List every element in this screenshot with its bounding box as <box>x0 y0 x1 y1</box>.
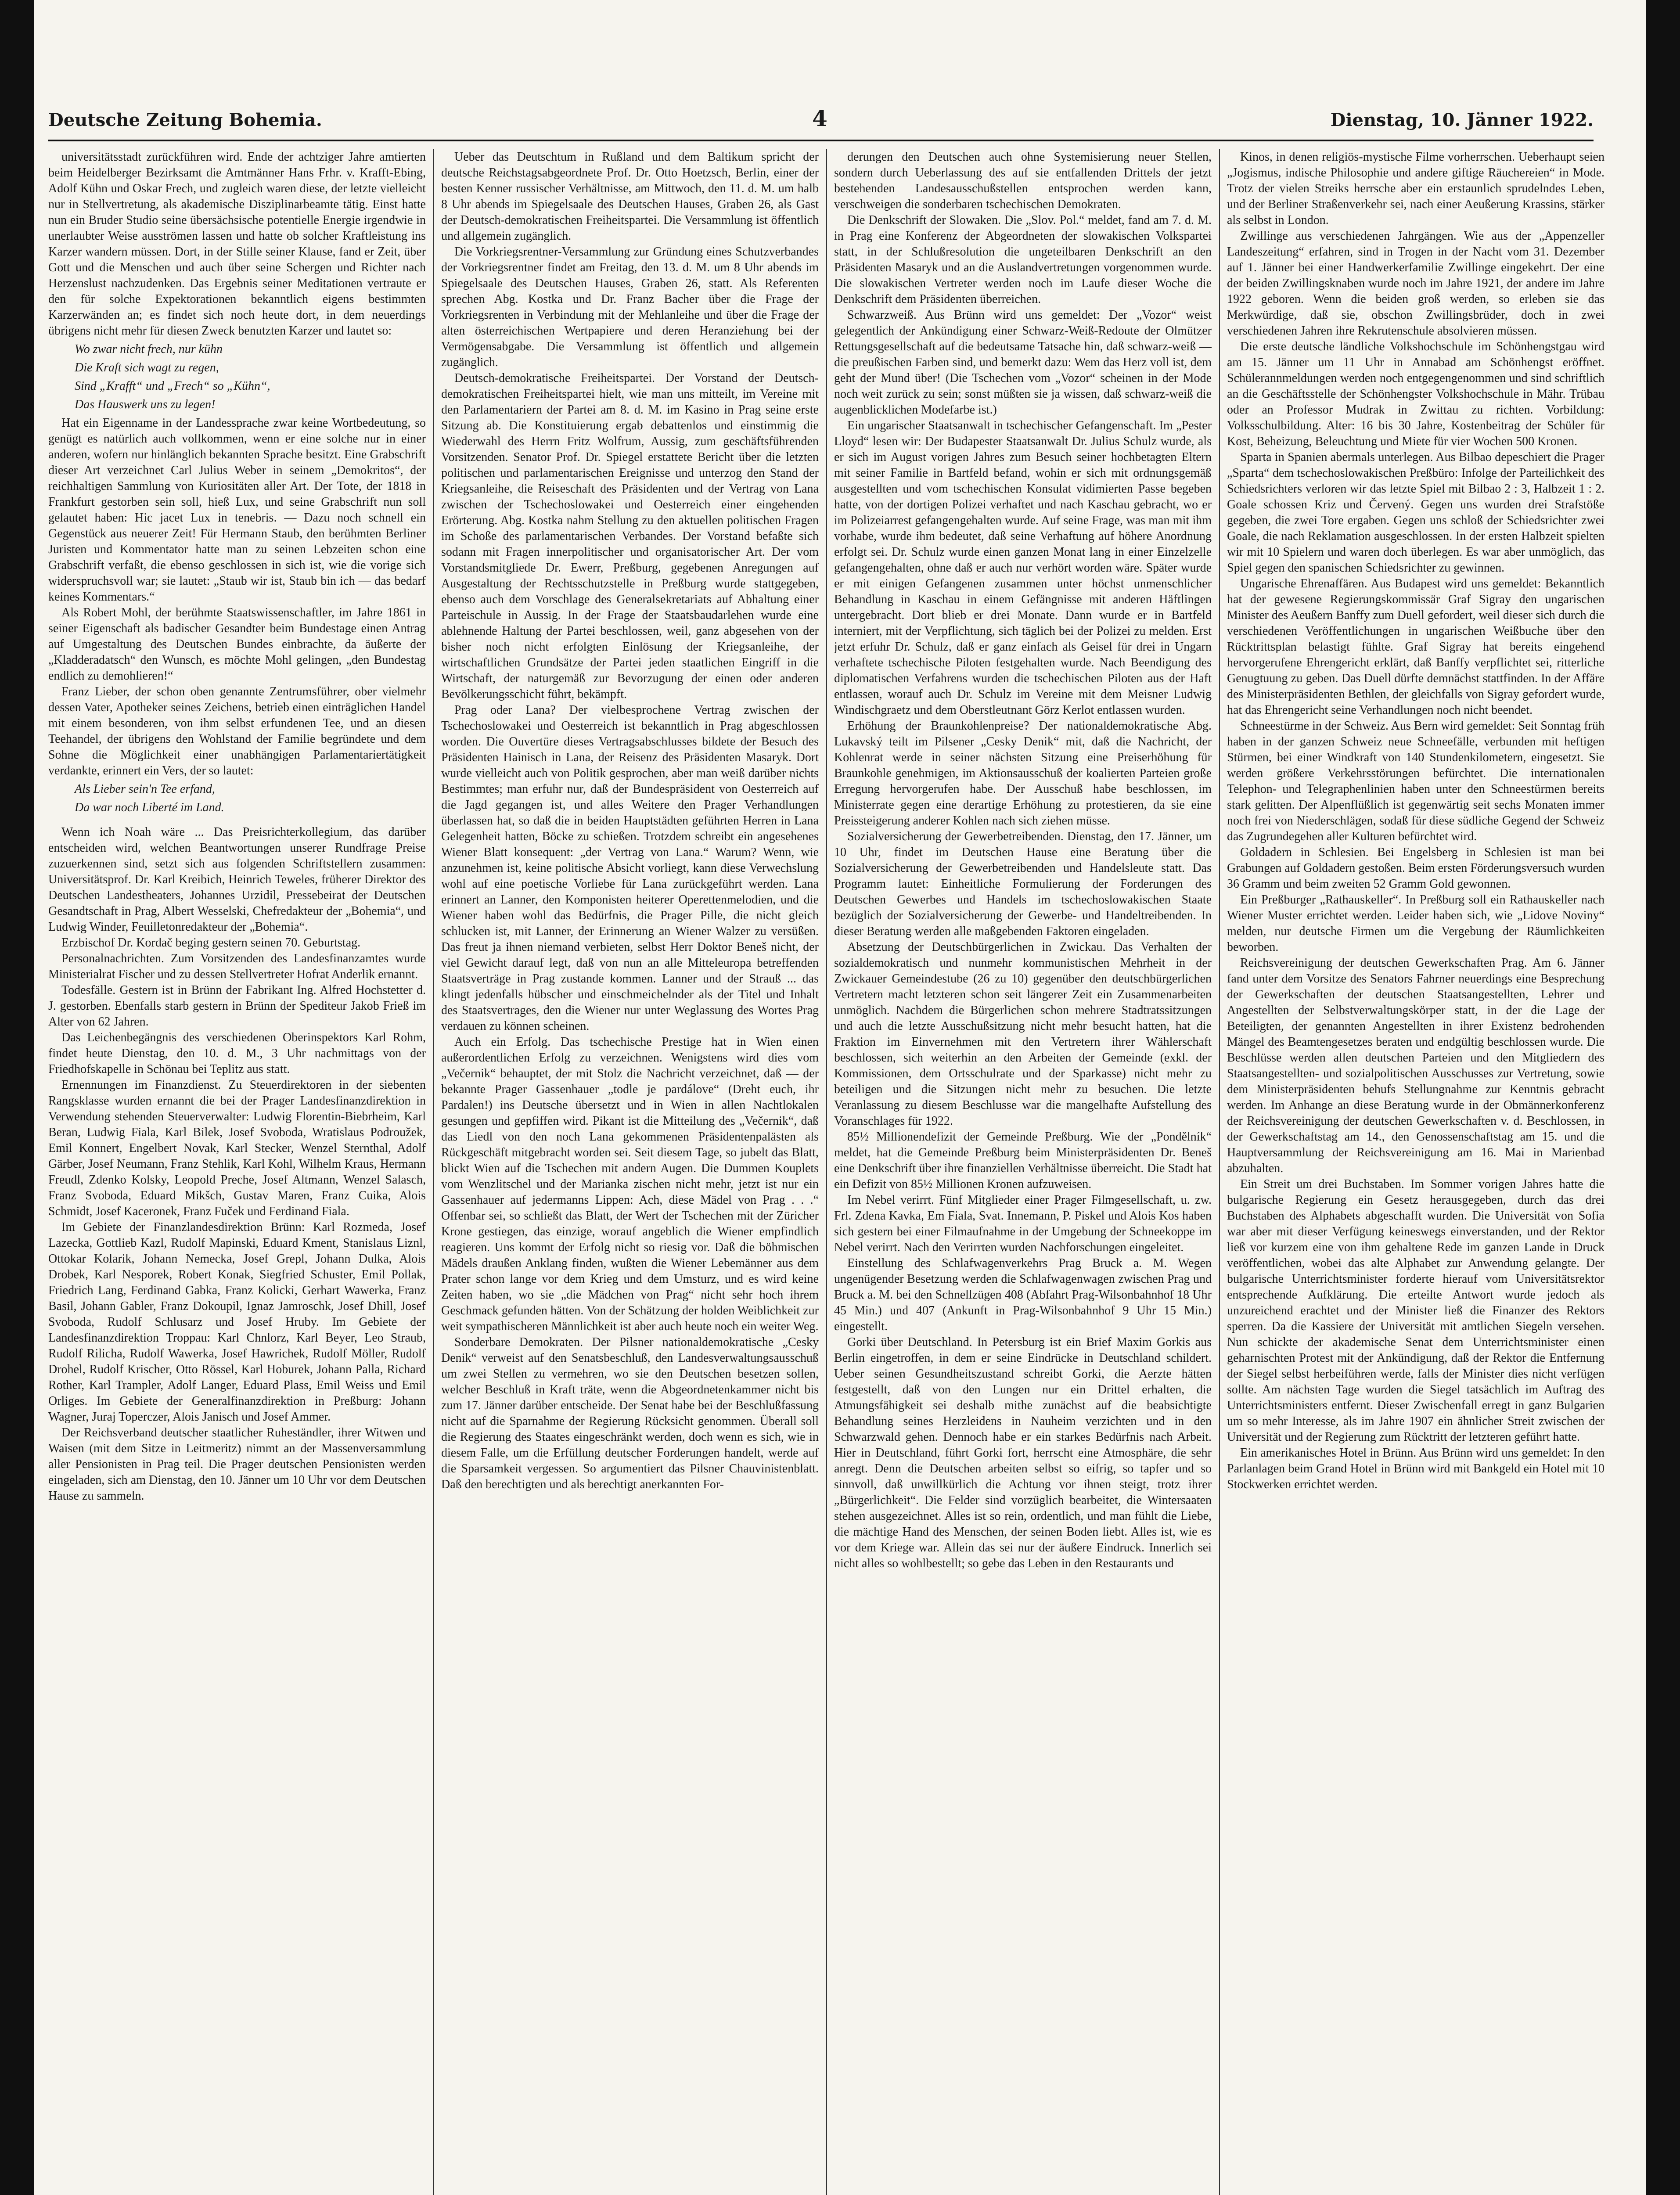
column-separator <box>1219 149 1220 2195</box>
page-number: 4 <box>812 105 827 131</box>
article-paragraph: Ein Preßburger „Rathauskeller“. In Preßburg soll ein Rathauskeller nach Wiener Muster errichtet werden. Leider haben sich, wie „Lidove Noviny“ melden, nur deutsche Firmen um die Vergebung der Räumlichkeiten beworben. <box>1227 893 1604 954</box>
article-paragraph: Das Leichenbegängnis des verschiedenen Oberinspektors Karl Rohm, findet heute Dienstag, den 10. d. M., 3 Uhr nachmittags von der Friedhofskapelle in Schönau bei Teplitz aus statt. <box>48 1031 426 1076</box>
article-paragraph: Schwarzweiß. Aus Brünn wird uns gemeldet: Der „Vozor“ weist gelegentlich der Ankündigung einer Schwarz-Weiß-Redoute der Olmützer Rettungsgesellschaft auf die bedeutsame Tatsache hin, daß schwarz-weiß — die preußischen Farben sind, und bemerkt dazu: Wem das Herz voll ist, dem geht der Mund über! (Die Tschechen vom „Vozor“ scheinen in der Mode noch weit zurück zu sein; sonst müßten sie ja wissen, daß schwarz-weiß die augenblicklichen Modefarbe ist.) <box>834 308 1212 417</box>
poem-line: Wo zwar nicht frech, nur kühn <box>75 342 223 356</box>
article-paragraph: 85½ Millionendefizit der Gemeinde Preßburg. Wie der „Pondělník“ meldet, hat die Gemeinde Preßburg beim Ministerpräsidenten Dr. Beneš eine Denkschrift über ihre finanziellen Verhältnisse überreicht. Die Stadt hat ein Defizit von 85½ Millionen Kronen aufzuweisen. <box>834 1130 1212 1191</box>
article-paragraph: Die Vorkriegsrentner-Versammlung zur Gründung eines Schutzverbandes der Vorkriegsrentner findet am Freitag, den 13. d. M. um 8 Uhr abends im Spiegelsaale des Deutschen Hauses, Graben 26, statt. Als Referenten sprechen Abg. Kostka und Dr. Franz Bacher über die Frage der Vorkriegsrenten in Verbindung mit der Mehlanleihe und über die Frage der alten österreichischen Wertpapiere und deren Heranziehung bei der Vermögensabgabe. Die Versammlung ist öffentlich und allgemein zugänglich. <box>441 245 819 369</box>
article-column-4 <box>1227 149 1604 2195</box>
article-paragraph: derungen den Deutschen auch ohne Systemisierung neuer Stellen, sondern durch Ueberlassung des auf sie entfallenden Drittels der jetzt bestehenden Landesausschußstellen entsprochen werden kann, verschweigen die sonderbaren tschechischen Demokraten. <box>834 150 1212 211</box>
article-paragraph: Die Denkschrift der Slowaken. Die „Slov. Pol.“ meldet, fand am 7. d. M. in Prag eine Konferenz der Abgeordneten der slowakischen Volkspartei statt, in der Schlußresolution die ungeteilbaren Denkschrift an den Präsidenten Masaryk und an die Auslandvertretungen vorgenommen wurde. Die slowakischen Vertreter werden noch im Laufe dieser Woche die Denkschrift dem Präsidenten überreichen. <box>834 213 1212 306</box>
poem-line: Da war noch Liberté im Land. <box>75 801 224 814</box>
article-paragraph: Erzbischof Dr. Kordač beging gestern seinen 70. Geburtstag. <box>61 936 361 950</box>
scan-border-left <box>0 0 34 2195</box>
article-paragraph: Ueber das Deutschtum in Rußland und dem Baltikum spricht der deutsche Reichstagsabgeordnete Prof. Dr. Otto Hoetzsch, Berlin, einer der besten Kenner russischer Verhältnisse, am Mittwoch, den 11. d. M. um halb 8 Uhr abends im Spiegelsaale des Deutschen Hauses, Graben 26, als Gast der Deutsch-demokratischen Freiheitspartei. Die Versammlung ist öffentlich und allgemein zugänglich. <box>441 150 819 243</box>
article-paragraph: Der Reichsverband deutscher staatlicher Ruheständler, ihrer Witwen und Waisen (mit dem Sitze in Leitmeritz) nimmt an der Massenversammlung aller Pensionisten in Prag teil. Die Prager deutschen Pensionisten werden eingeladen, sich am Dienstag, den 10. Jänner um 10 Uhr vor dem Deutschen Hause zu sammeln. <box>48 1426 426 1503</box>
article-paragraph: Schneestürme in der Schweiz. Aus Bern wird gemeldet: Seit Sonntag früh haben in der ganzen Schweiz neue Schneefälle, verbunden mit heftigen Stürmen, bei einer Windkraft von 140 Stundenkilometern, eingesetzt. Sie werden größere Verkehrsstörungen befürchtet. Die internationalen Telephon- und Telegraphenlinien haben unter den Schneestürmen bereits stark gelitten. Der Alpenflüßlich ist gegenwärtig seit sechs Monaten immer noch frei von Niederschlägen, sodaß für diese südliche Gegend der Schweiz das Zugrundegehen aller Kulturen befürchtet wird. <box>1227 719 1604 843</box>
article-paragraph: Personalnachrichten. Zum Vorsitzenden des Landesfinanzamtes wurde Ministerialrat Fischer und zu dessen Stellvertreter Hofrat Anderlik ernannt. <box>48 952 426 981</box>
article-paragraph: Sozialversicherung der Gewerbetreibenden. Dienstag, den 17. Jänner, um 10 Uhr, findet im Deutschen Hause eine Beratung über die Sozialversicherung der Gewerbetreibenden und Handelsleute statt. Das Programm lautet: Einheitliche Formulierung der Forderungen des Deutschen Gewerbes und Handels im tschechoslowakischen Staate bezüglich der Sozialversicherung der Gewerbe- und Handeltreibenden. In dieser Beratung werden alle maßgebenden Faktoren eingeladen. <box>834 830 1212 938</box>
article-paragraph: Kinos, in denen religiös-mystische Filme vorherrschen. Ueberhaupt seien „Jogismus, indische Philosophie und andere giftige Räuchereien“ in Mode. Trotz der vielen Streiks herrsche aber ein erstaunlich sprudelndes Leben, und der Berliner Straßenverkehr sei, nach einer Aeußerung Krassins, stärker als selbst in London. <box>1227 150 1604 227</box>
article-paragraph: Sparta in Spanien abermals unterlegen. Aus Bilbao depeschiert die Prager „Sparta“ dem tschechoslowakischen Preßbüro: Infolge der Parteilichkeit des Schiedsrichters verloren wir das letzte Spiel mit Bilbao 2 : 3, Halbzeit 1 : 2. Goale schossen Kriz und Červený. Gegen uns wurden drei Strafstöße gegeben, die zwei Tore ergaben. Gegen uns schloß der Schiedsrichter zwei Goale, die nach Reklamation ausgeschlossen. In der ersten Halbzeit spielten wir mit 10 Spielern und waren doch überlegen. Es war aber unmöglich, das Spiel gegen den spanischen Schiedsrichter zu gewinnen. <box>1227 450 1604 575</box>
column-separator <box>826 149 827 2195</box>
poem-line: Als Lieber sein'n Tee erfand, <box>75 782 215 796</box>
article-column-3 <box>834 149 1212 2195</box>
poem-line: Sind „Krafft“ und „Frech“ so „Kühn“, <box>75 379 270 393</box>
article-paragraph: Erhöhung der Braunkohlenpreise? Der nationaldemokratische Abg. Lukavský teilt im Pilsener „Cesky Denik“ mit, daß die Nachricht, der Kohlenrat werde in seiner nächsten Sitzung eine Preiserhöhung für Braunkohle genehmigen, im Aktionsausschuß der koalierten Parteien große Erregung hervorgerufen habe. Der Ausschuß habe beschlossen, im Ministerrate gegen eine derartige Erhöhung zu protestieren, da sie eine Preissteigerung anderer Kohlen nach sich ziehen müsse. <box>834 719 1212 828</box>
article-paragraph: Hat ein Eigenname in der Landessprache zwar keine Wortbedeutung, so genügt es natürlich auch vollkommen, wenn er eine solche nur in einer anderen, wofern nur hinlänglich bekannten Sprache besitzt. Eine Grabschrift dieser Art verzeichnet Carl Julius Weber in seinem „Demokritos“, der reichhaltigen Sammlung von Kuriositäten aller Art. Der Tote, der 1818 in Frankfurt gestorben sein soll, hieß Lux, und seine Grabschrift nun soll gelautet haben: Hic jacet Lux in tenebris. — Dazu noch schnell ein Gegenstück aus neuerer Zeit! Für Hermann Staub, den berühmten Berliner Juristen und Kommentator hatte man zu seinen Lebzeiten schon eine Grabschrift verfaßt, die ebenso geschlossen in sich ist, wie die vorige sich widerspruchsvoll war; sie lautet: „Staub wir ist, Staub bin ich — das bedarf keines Kommentars.“ <box>48 416 426 604</box>
spacer <box>48 818 426 824</box>
header-rule <box>48 140 1594 141</box>
column-separator <box>433 149 434 2195</box>
article-paragraph: Todesfälle. Gestern ist in Brünn der Fabrikant Ing. Alfred Hochstetter d. J. gestorben. Ebenfalls starb gestern in Brünn der Spediteur Jakob Frieß im Alter von 62 Jahren. <box>48 983 426 1029</box>
article-paragraph: Absetzung der Deutschbürgerlichen in Zwickau. Das Verhalten der sozialdemokratisch und nunmehr kommunistischen Mehrheit in der Zwickauer Gemeindestube (26 zu 10) gegenüber den deutschbürgerlichen Vertretern macht letzteren schon seit längerer Zeit ein Zusammenarbeiten unmöglich. Nachdem die Bürgerlichen schon mehrere Stadtratssitzungen und auch die letzte Ausschußsitzung nicht mehr besucht hatten, hat die Fraktion im Einvernehmen mit den Vertretern ihrer Wählerschaft beschlossen, sich weiterhin an den Arbeiten der Gemeinde (exkl. der Kommissionen, dem Ortsschulrate und der Sparkasse) nicht mehr zu beteiligen und die Sitzungen nicht mehr zu besuchen. Die letzte Veranlassung zu diesem Beschlusse war die mangelhafte Aufstellung des Voranschlages für 1922. <box>834 940 1212 1128</box>
article-paragraph: universitätsstadt zurückführen wird. Ende der achtziger Jahre amtierten beim Heidelberger Bezirksamt die Amtmänner Hans Frhr. v. Krafft-Ebing, Adolf Kühn und Oskar Frech, und zugleich waren diese, der letzte vielleicht nur in Stellvertretung, als akademische Disziplinarbeamte tätig. Einst hatte nun ein Bruder Studio seine übersächsische potentielle Energie irgendwie in unerlaubter Weise ausströmen lassen und hatte ob solcher Kraftleistung ins Karzer wandern müssen. Dort, in der Stille seiner Klause, fand er Zeit, über Gott und die Menschen und auch über seine Schergen und Richter nach Herzenslust nachzudenken. Das Ergebnis seiner Meditationen vertraute er den für solche Expektorationen bekanntlich eigens bestimmten Karzerwänden an; es findet sich noch heute dort, in dem neuerdings übrigens nicht mehr für diesen Zweck benutzten Karzer und lautet so: <box>48 150 426 338</box>
article-paragraph: Deutsch-demokratische Freiheitspartei. Der Vorstand der Deutsch-demokratischen Freiheitspartei hielt, wie man uns mitteilt, im Vereine mit den Parlamentariern der Partei am 8. d. M. im Kasino in Prag seine erste Sitzung ab. Die Konstituierung ergab debattenlos und einstimmig die Wiederwahl des Herrn Fritz Wolfrum, Aussig, zum geschäftsführenden Vorsitzenden. Senator Prof. Dr. Spiegel erstattete Bericht über die letzten politischen und parlamentarischen Ereignisse und unterzog den Stand der Kriegsanleihe, die Reiseschaft des Präsidenten und der Vertrag von Lana zwischen der Tschechoslowakei und Oesterreich einer eingehenden Erörterung. Abg. Kostka nahm Stellung zu den aktuellen politischen Fragen im Schoße des parlamentarischen Verbandes. Der Vorstand befaßte sich sodann mit Fragen innerpolitischer und organisatorischer Art. Der vom Vorstandsmitgliede Dr. Ewerr, Preßburg, gegebenen Anregungen auf Ausgestaltung der Rechtsschutzstelle in Preßburg wurde stattgegeben, ebenso auch dem Vorschlage des Generalsekretariats auf Abhaltung einer Parteischule in Aussig. In der Frage der Staatsbaudarlehen wurde eine ablehnende Haltung der Partei beschlossen, weil, ganz abgesehen von der bisher noch nicht erfolgten Einlösung der Kriegsanleihe, der wirtschaftlichen Grundsätze der Partei jeden staatlichen Eingriff in die Wirtschaft, der naturgemäß zur Bevorzugung der einen oder anderen Bevölkerungsschicht führt, bekämpft. <box>441 371 819 701</box>
article-column-2 <box>441 149 819 2195</box>
article-paragraph: Ernennungen im Finanzdienst. Zu Steuerdirektoren in der siebenten Rangsklasse wurden ernannt die bei der Prager Landesfinanzdirektion in Verwendung stehenden Steuerverwalter: Ludwig Florentin-Biebrheim, Karl Beran, Ludwig Fiala, Karl Bilek, Josef Svoboda, Wratislaus Podroužek, Emil Konnert, Engelbert Novak, Karl Stecker, Wenzel Sternthal, Adolf Gärber, Josef Neumann, Franz Stehlik, Karl Kohl, Wilhelm Kraus, Hermann Freudl, Zdenko Kolsky, Leopold Preche, Josef Altmann, Wenzel Salasch, Franz Svoboda, Eduard Mikšch, Gustav Maren, Franz Cuika, Alois Schmidt, Josef Kaceronek, Franz Fuček und Ferdinand Fiala. <box>48 1078 426 1218</box>
article-paragraph: Im Gebiete der Finanzlandesdirektion Brünn: Karl Rozmeda, Josef Lazecka, Gottlieb Kazl, Rudolf Mapinski, Eduard Kment, Stanislaus Liznl, Ottokar Kolarik, Johann Nemecka, Josef Grepl, Johann Dulka, Alois Drobek, Karl Nesporek, Robert Konak, Siegfried Schuster, Emil Pollak, Friedrich Lang, Ferdinand Gabka, Franz Kolicki, Gerhart Wawerka, Franz Basil, Johann Gabler, Franz Dokoupil, Ignaz Jamroschk, Josef Dhill, Josef Svoboda, Rudolf Schlusarz und Josef Hruby. Im Gebiete der Landesfinanzdirektion Troppau: Karl Chnlorz, Karl Beyer, Leo Straub, Rudolf Rilicha, Rudolf Wawerka, Josef Hawrichek, Rudolf Möller, Rudolf Drohel, Rudolf Krischer, Otto Rössel, Karl Hoburek, Johann Palla, Richard Rother, Karl Trampler, Adolf Langer, Eduard Plass, Emil Weiss und Emil Orliges. Im Gebiete der Generalfinanzdirektion in Preßburg: Johann Wagner, Juraj Toperczer, Alois Janisch und Josef Ammer. <box>48 1220 426 1424</box>
page-header <box>48 105 1594 136</box>
article-paragraph: Als Robert Mohl, der berühmte Staatswissenschaftler, im Jahre 1861 in seiner Eigenschaft als badischer Gesandter beim Bundestage einen Antrag auf Umgestaltung des Deutschen Bundes einbrachte, da äußerte der „Kladderadatsch“ den Wunsch, es möchte Mohl gelingen, „den Bundestag endlich zu demohlieren!“ <box>48 606 426 683</box>
article-paragraph: Franz Lieber, der schon oben genannte Zentrumsführer, ober vielmehr dessen Vater, Apotheker seines Zeichens, betrieb einen einträglichen Handel mit einem besonderen, von ihm selbst erfundenen Tee, und an diesen Teehandel, der übrigens den Wohlstand der Familie begründete und dem Sohne die Möglichkeit einer unabhängigen Parlamentariertätigkeit verdankte, erinnert ein Vers, der so lautet: <box>48 685 426 777</box>
article-paragraph: Ein ungarischer Staatsanwalt in tschechischer Gefangenschaft. Im „Pester Lloyd“ lesen wir: Der Budapester Staatsanwalt Dr. Julius Schulz wurde, als er sich im August vorigen Jahres zum Besuch seiner hochbetagten Eltern mit seiner Familie in Bartfeld befand, wohin er sich mit ordnungsgemäß ausgestellten und vom tschechischen Konsulat vidimierten Passe begeben hatte, von der dortigen Polizei verhaftet und nach Kaschau gebracht, wo er im Polizeiarrest gefangengehalten wurde. Auf seine Frage, was man mit ihm vorhabe, wurde ihm bedeutet, daß seine Verhaftung auf höhere Anordnung erfolgt sei. Dr. Schulz wurde einen ganzen Monat lang in einer Einzelzelle gefangengehalten, ohne daß er auch nur verhört worden wäre. Später wurde er mit einigen Gefangenen zusammen unter höchst unmenschlicher Behandlung in Kaschau in einem Gefängnisse mit anderen Häftlingen untergebracht. Dort blieb er drei Monate. Dann wurde er in Bartfeld interniert, mit der Verpflichtung, sich täglich bei der Polizei zu melden. Erst jetzt erfuhr Dr. Schulz, daß er ganz einfach als Geisel für drei in Ungarn verhaftete tschechische Piloten festgehalten wurde. Nach Beendigung des diplomatischen Verfahrens wurden die tschechischen Piloten aus der Haft entlassen, worauf auch Dr. Schulz im Vereine mit dem Meisner Ludwig Windischgraetz und dem Oberstleutnant Görz Kerlot entlassen wurden. <box>834 419 1212 717</box>
article-column-1 <box>48 149 426 2195</box>
article-paragraph: Goldadern in Schlesien. Bei Engelsberg in Schlesien ist man bei Grabungen auf Goldadern gestoßen. Beim ersten Förderungsversuch wurden 36 Gramm und beim zweiten 52 Gramm Gold gewonnen. <box>1227 846 1604 891</box>
article-paragraph: Wenn ich Noah wäre ... Das Preisrichterkollegium, das darüber entscheiden wird, welchen Beantwortungen unserer Rundfrage Preise zuzuerkennen sind, setzt sich aus folgenden Schriftstellern zusammen: Universitätsprof. Dr. Karl Kreibich, Heinrich Teweles, früherer Direktor des Deutschen Landestheaters, Johannes Urzidil, Pressebeirat der Deutschen Gesandtschaft in Prag, Albert Wesselski, Chefredakteur der „Bohemia“, und Ludwig Winder, Feuilletonredakteur der „Bohemia“. <box>48 825 426 934</box>
article-paragraph: Prag oder Lana? Der vielbesprochene Vertrag zwischen der Tschechoslowakei und Oesterreich ist bekanntlich in Prag abgeschlossen worden. Die Ouvertüre dieses Vertragsabschlusses bildete der Besuch des Präsidenten Hainisch in Lana, der Reisenz des Präsidenten Masaryk. Dort wurde vielleicht auch von Politik gesprochen, aber man weiß darüber nichts Bestimmtes; man erfuhr nur, daß der Bundespräsident von Oesterreich auf die Jagd gegangen ist, und alles Weitere den Prager Verhandlungen überlassen hat, so daß die in beiden Hauptstädten geführten Herren in Lana Gelegenheit hatten, Böcke zu schießen. Trotzdem schreibt ein angesehenes Wiener Blatt konsequent: „der Vertrag von Lana.“ Warum? Wenn, wie anzunehmen ist, keine politische Absicht vorliegt, kann diese Verwechslung wohl auf eine poetische Vorliebe für Lana zurückgeführt werden. Lana erinnert an Lanner, den Komponisten heiterer Operettenmelodien, und die Wiener haben wohl das Bedürfnis, die Prager Pille, die nicht gleich schlucken ist, mit Lanner, der Erinnerung an Wiener Walzer zu versüßen. Das freut ja ihnen niemand verbieten, selbst Herr Doktor Beneš nicht, der viel Gewicht darauf legt, daß von nun an alle Mitteleuropa betreffenden Staatsverträge in Prag zustande kommen. Lanner und der Strauß ... das klingt jedenfalls hübscher und einschmeichelnder als der Titel und Inhalt des Staatsvertrages, den die Wiener nur unter Weglassung des Wortes Prag verdauen zu können scheinen. <box>441 703 819 1033</box>
issue-date: Dienstag, 10. Jänner 1922. <box>1330 110 1594 130</box>
article-paragraph: Ungarische Ehrenaffären. Aus Budapest wird uns gemeldet: Bekanntlich hat der gewesene Regierungskommissär Graf Sigray den ungarischen Minister des Aeußern Banffy zum Duell gefordert, weil dieser sich durch die verschiedenen Veröffentlichungen in ungarischen Weißbuche über den Rücktrittsplan belastigt fühlte. Graf Sigray hat bereits eingehend hervorgerufene Ehrengericht erklärt, daß Banffy verpflichtet sei, ritterliche Genugtuung zu geben. Das Duell dürfte demnächst stattfinden. In der Affäre des Ministerpräsidenten Bethlen, der gleichfalls von Sigray gefordert wurde, hat das Ehrengericht seine Verhandlungen noch nicht beendet. <box>1227 577 1604 717</box>
article-paragraph: Ein amerikanisches Hotel in Brünn. Aus Brünn wird uns gemeldet: In den Parlanlagen beim Grand Hotel in Brünn wird mit Bankgeld ein Hotel mit 10 Stockwerken errichtet werden. <box>1227 1446 1604 1491</box>
article-paragraph: Gorki über Deutschland. In Petersburg ist ein Brief Maxim Gorkis aus Berlin eingetroffen, in dem er seine Eindrücke in Deutschland schildert. Ueber seinen Gesundheitszustand schreibt Gorki, die Aerzte hätten festgestellt, daß von den Lungen nur ein Drittel erhalten, die Atmungsfähigkeit sei deshalb mithe zunächst auf die beabsichtigte Behandlung seines Herzleidens in Nauheim verzichten und in den Schwarzwald gehen. Dennoch habe er ein starkes Bedürfnis nach Arbeit. Hier in Deutschland, führt Gorki fort, herrscht eine Atmosphäre, die sehr anregt. Denn die Deutschen arbeiten selbst so eifrig, so tapfer und so sinnvoll, daß unwillkürlich die Achtung vor ihnen steigt, trotz ihrer „Bürgerlichkeit“. Die Felder sind vorzüglich bearbeitet, die Wintersaaten stehen ausgezeichnet. Alles ist so rein, ordentlich, und man fühlt die Liebe, die mächtige Hand des Menschen, der seinen Boden liebt. Alles ist, wie es vor dem Kriege war. Allein das sei nur der äußere Eindruck. Innerlich sei nicht alles so wohlbestellt; so gebe das Leben in den Restaurants und <box>834 1335 1212 1570</box>
article-paragraph: Ein Streit um drei Buchstaben. Im Sommer vorigen Jahres hatte die bulgarische Regierung ein Gesetz herausgegeben, durch das drei Buchstaben des Alphabets abgeschafft wurden. Die Universität von Sofia war aber mit dieser Verfügung keineswegs einverstanden, und der Rektor ließ vor kurzem eine von ihm gehaltene Rede im ganzen Lande in Druck veröffentlichen, wobei das alte Alphabet zur Anwendung gelangte. Der bulgarische Unterrichtsminister forderte hierauf vom Universitätsrektor entsprechende Aufklärung. Die erteilte Antwort wurde jedoch als unzureichend erachtet und der Minister ließ die Finanzer des Rektors sperren. Da die Kassiere der Universität mit amtlichen Siegeln versehen. Nun schickte der akademische Senat dem Unterrichtsminister einen geharnischten Protest mit der Ankündigung, daß der Rektor die Entfernung der Siegel selbst herbeiführen werde, falls der Minister dies nicht verfügen sollte. Am nächsten Tage wurden die Siegel tatsächlich im Auftrag des Unterrichtsministers entfernt. Dieser Zwischenfall erregt in ganz Bulgarien um so mehr Interesse, als im Jahre 1907 ein ähnlicher Streit zwischen der Universität und der Regierung zum Rücktritt der letzteren geführt hatte. <box>1227 1177 1604 1444</box>
poem-line: Das Hauswerk uns zu legen! <box>75 398 216 411</box>
article-paragraph: Die erste deutsche ländliche Volkshochschule im Schönhengstgau wird am 15. Jänner um 11 Uhr in Annabad am Schönhengst eröffnet. Schülerannmeldungen werden noch entgegengenommen und sind schriftlich an die Geschäftsstelle der Schönhengster Volkshochschule in Mähr. Trübau oder an Professor Mudrak in Zwittau zu richten. Vorbildung: Volksschulbildung. Alter: 16 bis 30 Jahre, Kostenbeitrag der Schüler für Kost, Beheizung, Beleuchtung und Miete für vier Wochen 500 Kronen. <box>1227 340 1604 448</box>
article-paragraph: Sonderbare Demokraten. Der Pilsner nationaldemokratische „Cesky Denik“ verweist auf den Senatsbeschluß, den Landesverwaltungsausschuß um zwei Stellen zu vermehren, wo sie den Deutschen besetzen sollen, welcher Beschluß in Kraft träte, wenn die Abgeordnetenkammer nicht bis zum 17. Jänner darüber entscheide. Der Senat habe bei der Beschlußfassung nicht auf die Sparnahme der Regierung Rücksicht genommen. Überall soll die Regierung des Staates eingeschränkt werden, doch wenn es sich, wie in diesem Falle, um die Erfüllung deutscher Forderungen handelt, werde auf die Sparsamkeit vergessen. So argumentiert das Pilsner Chauvinistenblatt. Daß den berechtigten und als berechtigt anerkannten For- <box>441 1335 819 1491</box>
poem-line: Die Kraft sich wagt zu regen, <box>75 361 219 374</box>
article-paragraph: Zwillinge aus verschiedenen Jahrgängen. Wie aus der „Appenzeller Landeszeitung“ erfahren, sind in Trogen in der Nacht vom 31. Dezember auf 1. Jänner bei einer Handwerkerfamilie Zwillinge eingekehrt. Der eine der beiden Zwillingsknaben wurde noch im Jahre 1921, der andere im Jahre 1922 geboren. Wenn die beiden groß werden, so erleben sie das Merkwürdige, daß sie, obschon Zwillingsbrüder, doch in zwei verschiedenen Jahren ihre Rekrutenschule absolvieren müssen. <box>1227 229 1604 338</box>
article-paragraph: Reichsvereinigung der deutschen Gewerkschaften Prag. Am 6. Jänner fand unter dem Vorsitze des Senators Fahrner neuerdings eine Besprechung der Gewerkschaften der deutschen Staatsangestellten, Lehrer und Angestellten der Selbstverwaltungskörper statt, in der die Lage der Beteiligten, der genannten Angestellten in ihrer Existenz bedrohenden Mängel des Beamtengesetzes beraten und endgültig beschlossen wurde. Die Beschlüsse werden allen deutschen Parteien und den Mitgliedern des Staatsangestellten- und sozialpolitischen Ausschusses zur Vertretung, sowie dem Ministerpräsidenten behufs Stellungnahme zur Kenntnis gebracht werden. Im Anhange an diese Beratung wurde in der Obmännerkonferenz der Reichsvereinigung der deutschen Gewerkschaften v. d. Beschlossen, in der Gewerkschaftstag am 14., den Genossenschaftstag am 15. und die Hauptversammlung der Reichsvereinigung am 16. Mai in Marienbad abzuhalten. <box>1227 956 1604 1175</box>
newspaper-title: Deutsche Zeitung Bohemia. <box>48 110 322 130</box>
article-paragraph: Einstellung des Schlafwagenverkehrs Prag Bruck a. M. Wegen ungenügender Besetzung werden die Schlafwagenwagen zwischen Prag und Bruck a. M. bei den Schnellzügen 408 (Abfahrt Prag-Wilsonbahnhof 18 Uhr 45 Min.) und 407 (Ankunft in Prag-Wilsonbahnhof 9 Uhr 15 Min.) eingestellt. <box>834 1256 1212 1333</box>
scan-border-right <box>1646 0 1680 2195</box>
article-paragraph: Im Nebel verirrt. Fünf Mitglieder einer Prager Filmgesellschaft, u. zw. Frl. Zdena Kavka, Em Fiala, Svat. Innemann, P. Piskel und Alois Kos haben sich gestern bei einer Filmaufnahme in der Umgebung der Schneekoppe im Nebel verirrt. Nach den Verirrten wurden Nachforschungen eingeleitet. <box>834 1193 1212 1254</box>
article-paragraph: Auch ein Erfolg. Das tschechische Prestige hat in Wien einen außerordentlichen Erfolg zu verzeichnen. Wenigstens wird dies vom „Večernik“ behauptet, der mit Stolz die Nachricht verzeichnet, daß — der bekannte Prager Gassenhauer „todle je pardálove“ (Dreht euch, ihr Pardalen!) ins Deutsche übersetzt und in Wien in allen Nachtlokalen gesungen und gepfiffen wird. Pikant ist die Mitteilung des „Večernik“, daß das Liedl von den noch Lana gekommenen Präsidentenpalästen als Rückgeschäft mitgebracht worden sei. Seit diesem Tage, so jubelt das Blatt, blickt Wien auf die Tschechen mit andern Augen. Die Dummen Kouplets vom Wenzlitschel und der Marianka zischen nicht mehr, jetzt ist nur ein Gassenhauer auf jedermanns Lippen: Ach, diese Mädel von Prag . . .“ Offenbar sei, so schließt das Blatt, der Wert der Tschechen mit der Züricher Krone gestiegen, das einzige, worauf angeblich die Wiener empfindlich reagieren. Uns kommt der Erfolg nicht so riesig vor. Daß die böhmischen Mädels draußen Anklang finden, wußten die Wiener Lebemänner aus dem Prater schon lange vor dem Krieg und dem Umsturz, und es wird keine Zeiten haben, wo sie „die Mädchen von Prag“ nicht sehr hoch ihrem Geschmack gefunden hätten. Von der Schätzung der holden Weiblichkeit zur weit sympathischeren Männlichkeit ist aber auch heute noch ein weiter Weg. <box>441 1035 819 1333</box>
